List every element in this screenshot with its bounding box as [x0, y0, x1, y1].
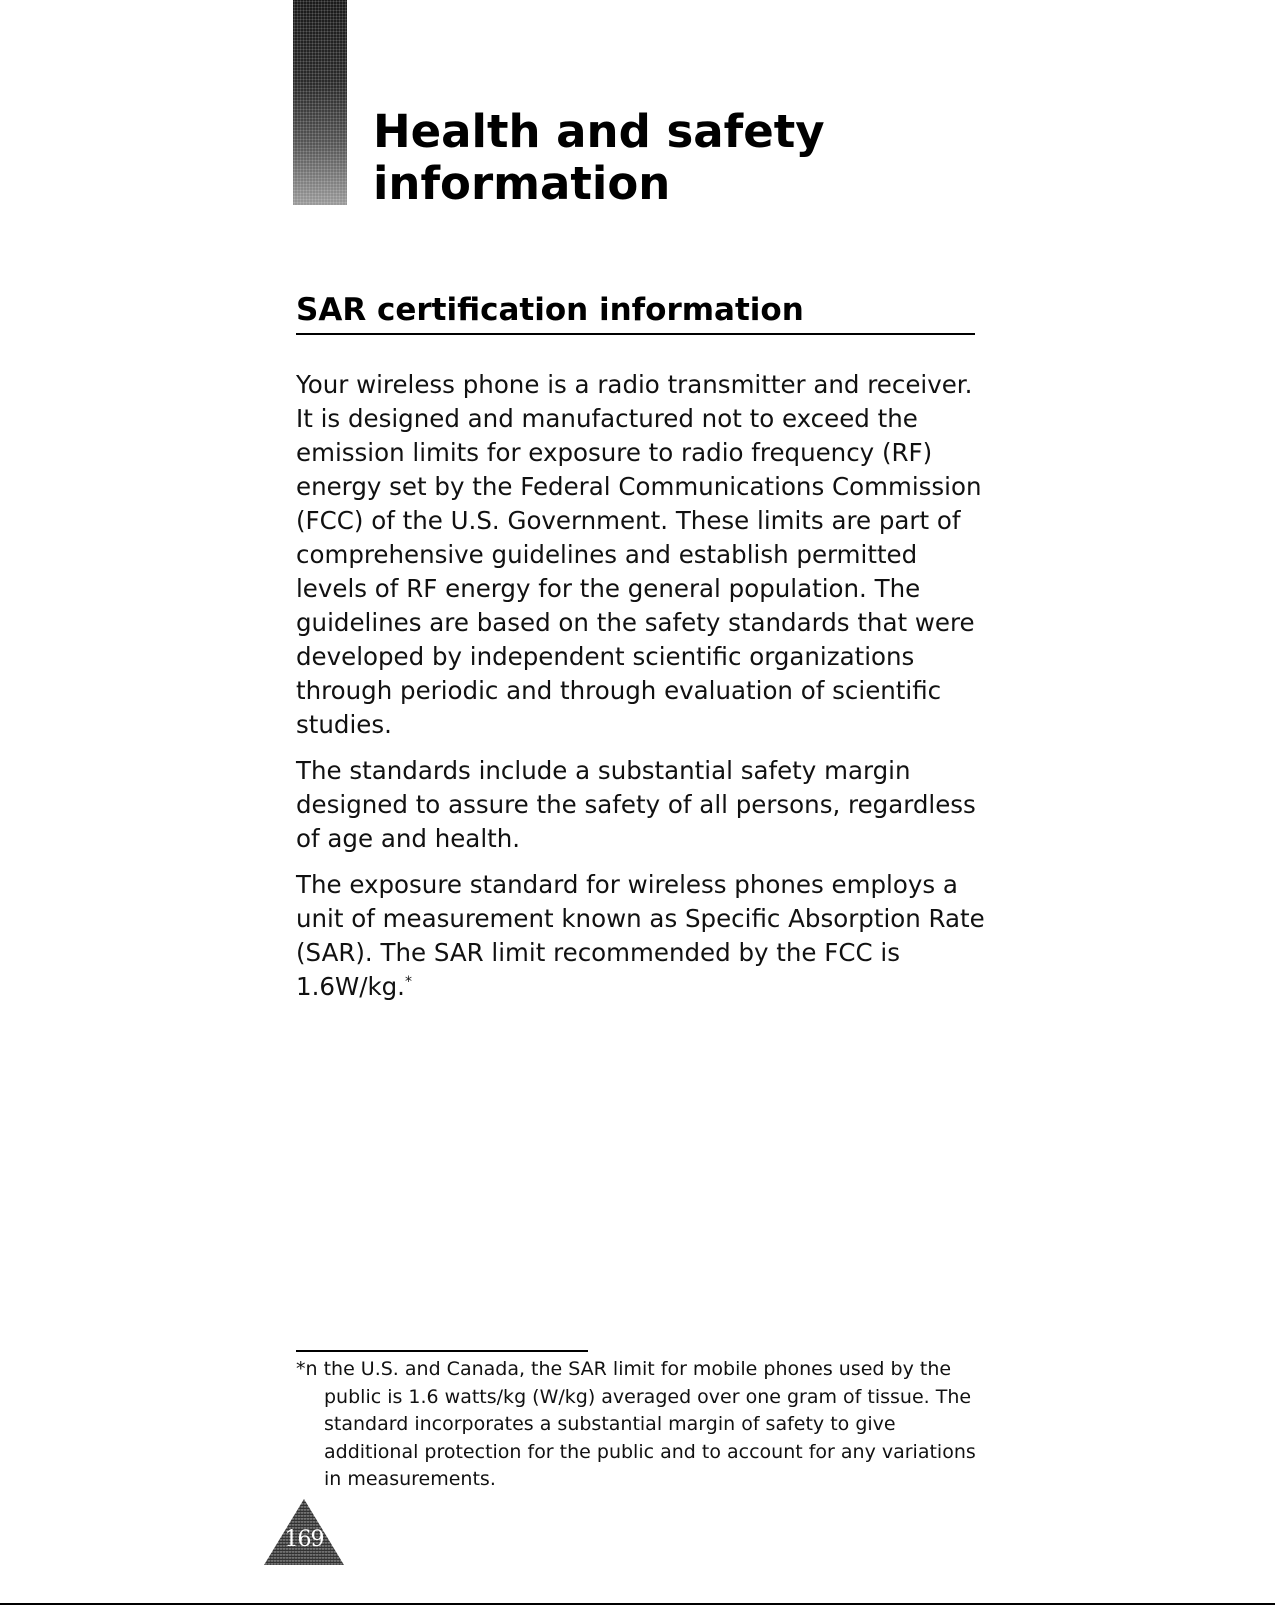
footnote-divider: [296, 1350, 588, 1352]
footnote-paragraph: [296, 1356, 986, 1494]
chapter-title-line-2: information: [373, 157, 671, 210]
section-divider: [296, 333, 975, 335]
section-heading: SAR certification information: [296, 292, 804, 328]
page-number-marker: [262, 1497, 346, 1567]
chapter-title: [373, 106, 973, 210]
chapter-marker-bar: [293, 0, 347, 205]
body-text: [296, 368, 986, 1016]
page-bottom-border: [0, 1603, 1275, 1605]
footnote-reference: *: [404, 973, 412, 990]
footnote-mark: *: [296, 1358, 306, 1380]
paragraph-2: The standards include a substantial safety margin designed to assure the safety of all persons, regardless of age and health.: [296, 756, 976, 853]
paragraph-1: Your wireless phone is a radio transmitter and receiver. It is designed and manufactured not to exceed the emission limits for exposure to radio frequency (RF) energy set by the Federal Communications Commission (FCC) of the U.S. Government. These limits are part of comprehensive guidelines and establish permitted levels of RF energy for the general population. The guidelines are based on the safety standards that were developed by independent scientific organizations through periodic and through evaluation of scientific studies.: [296, 370, 982, 739]
chapter-title-line-1: Health and safety: [373, 105, 825, 158]
paragraph-3: [296, 868, 986, 1004]
footnote-text: n the U.S. and Canada, the SAR limit for mobile phones used by the public is 1.6 watts/kg (W/kg) averaged over one gram of tissue. The standard incorporates a substantial margin of safety to give additional protection for the public and to account for any variations in measurements.: [305, 1358, 976, 1490]
page-number: 169: [284, 1527, 324, 1552]
footnote: [296, 1356, 986, 1494]
paragraph-3-text: The exposure standard for wireless phones employs a unit of measurement known as Specific Absorption Rate (SAR). The SAR limit recommended by the FCC is 1.6W/kg.: [296, 870, 985, 1001]
